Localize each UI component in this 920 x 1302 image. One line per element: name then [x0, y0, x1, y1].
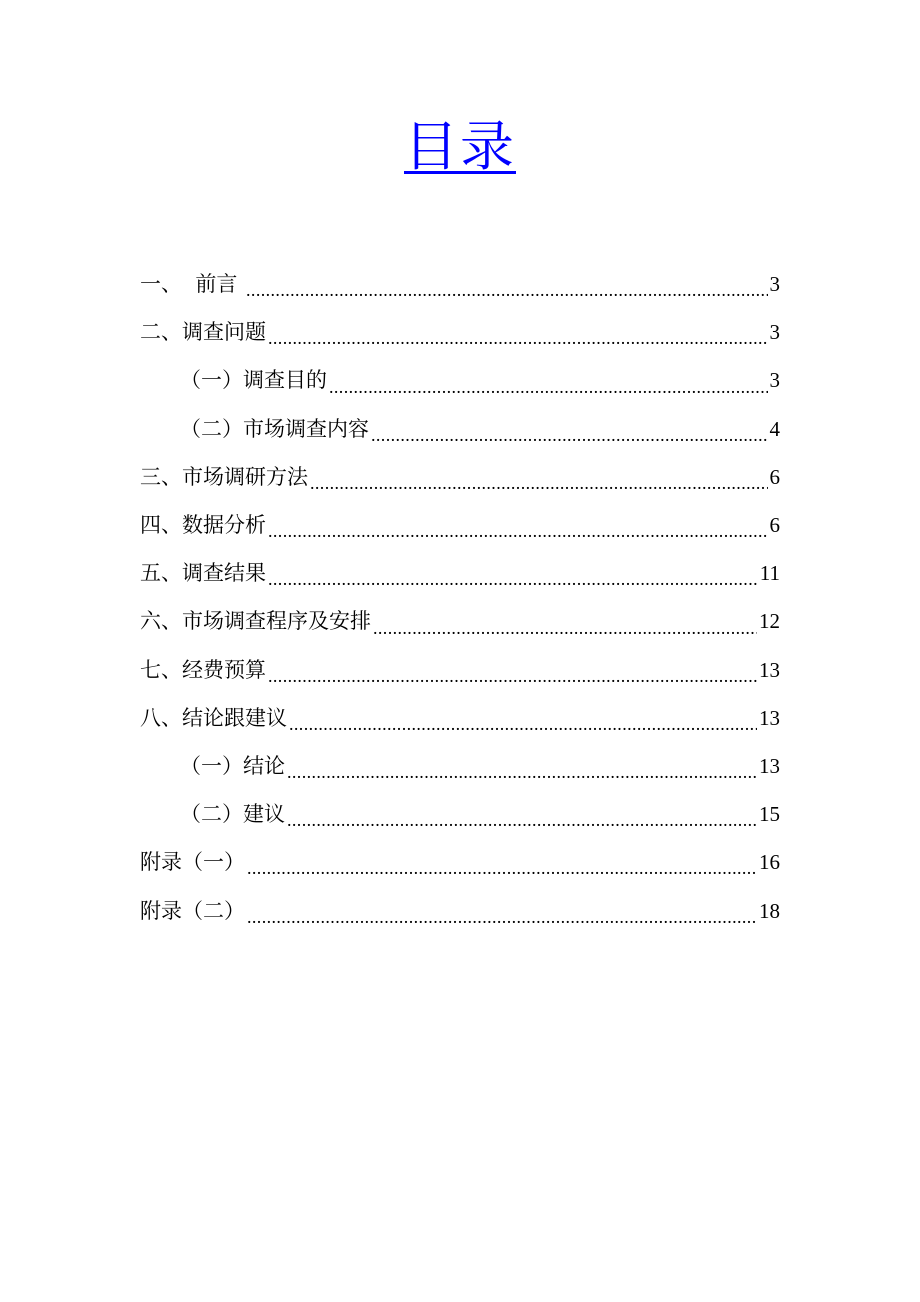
toc-entry-label: 五、调查结果	[140, 561, 266, 586]
toc-entry-label: 三、市场调研方法	[140, 464, 308, 489]
table-of-contents	[140, 260, 780, 935]
toc-subentry[interactable]	[140, 405, 780, 453]
toc-entry-page: 3	[769, 368, 780, 393]
toc-entry[interactable]	[140, 597, 780, 645]
toc-entry[interactable]	[140, 549, 780, 597]
toc-leader-dots	[373, 620, 757, 646]
toc-subentry[interactable]	[140, 356, 780, 404]
toc-leader-dots	[371, 427, 768, 453]
toc-leader-dots	[329, 379, 768, 405]
toc-entry-page: 6	[769, 513, 780, 538]
toc-title[interactable]	[0, 112, 920, 182]
toc-entry[interactable]	[140, 886, 780, 934]
toc-entry-page: 11	[759, 561, 780, 586]
toc-leader-dots	[247, 860, 757, 886]
toc-entry-label: 附录（二）	[140, 898, 245, 923]
toc-entry-page: 4	[769, 416, 780, 441]
toc-entry-page: 3	[769, 272, 780, 297]
toc-entry-label: 六、市场调查程序及安排	[140, 609, 371, 634]
toc-entry[interactable]	[140, 308, 780, 356]
toc-entry[interactable]	[140, 453, 780, 501]
toc-title-link[interactable]: 目录	[404, 115, 516, 178]
toc-entry-page: 12	[759, 609, 780, 634]
toc-entry-page: 3	[769, 320, 780, 345]
toc-entry[interactable]	[140, 260, 780, 308]
toc-entry[interactable]	[140, 694, 780, 742]
toc-leader-dots	[287, 764, 757, 790]
toc-leader-dots	[289, 716, 757, 742]
toc-leader-dots	[310, 475, 768, 501]
toc-subentry[interactable]	[140, 790, 780, 838]
toc-entry-page: 16	[759, 850, 780, 875]
toc-entry-page: 13	[759, 753, 780, 778]
toc-entry-label: 附录（一）	[140, 850, 245, 875]
toc-entry-label: 二、调查问题	[140, 320, 266, 345]
toc-entry-page: 6	[769, 464, 780, 489]
toc-leader-dots	[268, 523, 768, 549]
toc-leader-dots	[268, 330, 768, 356]
toc-entry-label: 八、结论跟建议	[140, 705, 287, 730]
toc-entry-page: 13	[759, 705, 780, 730]
toc-entry-label: 一、 前言	[140, 272, 245, 297]
toc-leader-dots	[268, 668, 757, 694]
toc-entry-page: 13	[759, 657, 780, 682]
toc-entry-label: 七、经费预算	[140, 657, 266, 682]
toc-entry[interactable]	[140, 501, 780, 549]
toc-entry-label: （一）结论	[180, 753, 285, 778]
toc-leader-dots	[287, 812, 757, 838]
toc-leader-dots	[268, 571, 758, 597]
toc-leader-dots	[246, 282, 767, 308]
toc-leader-dots	[247, 909, 757, 935]
toc-entry[interactable]	[140, 838, 780, 886]
toc-entry[interactable]	[140, 646, 780, 694]
toc-entry-page: 15	[759, 802, 780, 827]
toc-entry-label: （二）市场调查内容	[180, 416, 369, 441]
toc-entry-label: 四、数据分析	[140, 513, 266, 538]
toc-entry-label: （二）建议	[180, 802, 285, 827]
toc-entry-label: （一）调查目的	[180, 368, 327, 393]
toc-subentry[interactable]	[140, 742, 780, 790]
toc-entry-page: 18	[759, 898, 780, 923]
